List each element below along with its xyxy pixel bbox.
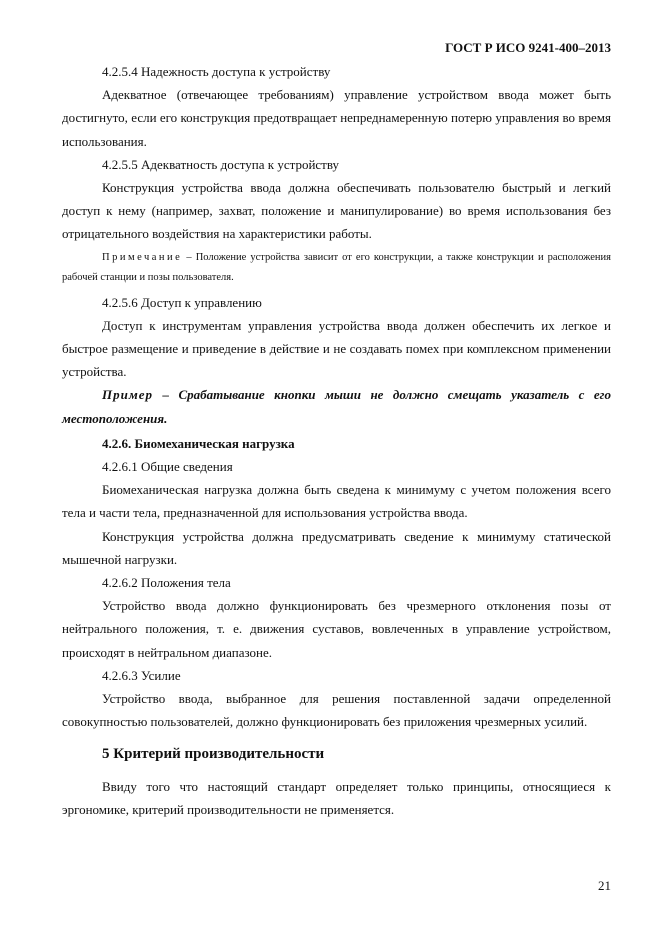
document-header: ГОСТ Р ИСО 9241-400–2013 [445,40,611,55]
example [62,383,611,429]
paragraph: Устройство ввода должно функционировать без чрезмерного отклонения позы от нейтрального положения, т. е. движения суставов, вовлеченных в управление устройством, происходят в нейтральном диапазоне. [62,598,611,660]
page-number: 21 [598,878,611,893]
document-body [62,60,611,821]
paragraph: Ввиду того что настоящий стандарт определяет только принципы, относящиеся к эргономике, критерий производительности не применяется. [62,778,611,817]
paragraph: Конструкция устройства должна предусматривать сведение к минимуму статической мышечной нагрузки. [62,528,611,567]
clause-heading: 4.2.5.6 Доступ к управлению [102,294,262,310]
section-heading: 4.2.6. Биомеханическая нагрузка [102,435,295,451]
example-text: – Срабатывание кнопки мыши не должно смещать указатель с его местоположения. [62,387,611,426]
paragraph: Адекватное (отвечающее требованиям) управление устройством ввода может быть достигнуто, если его конструкция предотвращает непреднамеренную потерю управления во время использования. [62,87,611,149]
paragraph: Устройство ввода, выбранное для решения поставленной задачи определенной совокупностью пользователей, должно функционировать без приложения чрезмерных усилий. [62,691,611,730]
paragraph: Биомеханическая нагрузка должна быть сведена к минимуму с учетом положения всего тела и части тела, предназначенной для использования устройства ввода. [62,482,611,521]
clause-heading: 4.2.6.1 Общие сведения [102,459,233,475]
note-label: Примечание [102,251,183,263]
clause-heading: 4.2.6.3 Усилие [102,667,181,683]
chapter-heading: 5 Критерий производительности [102,746,325,763]
note [62,248,611,288]
paragraph: Конструкция устройства ввода должна обеспечивать пользователю быстрый и легкий доступ к нему (например, захват, положение и манипулирование) во время использования без отрицательного воздействия на характеристики работы. [62,180,611,242]
note-text: – Положение устройства зависит от его конструкции, а также конструкции и расположения рабочей станции и позы пользователя. [62,251,611,283]
paragraph: Доступ к инструментам управления устройства ввода должен обеспечить их легкое и быстрое размещение и приведение в действие и не создавать помех при комплексном применении устройства. [62,317,611,380]
clause-heading: 4.2.5.5 Адекватность доступа к устройству [102,156,340,172]
clause-heading: 4.2.6.2 Положения тела [102,575,231,591]
clause-heading: 4.2.5.4 Надежность доступа к устройству [102,64,331,79]
example-label: Пример [102,387,154,403]
